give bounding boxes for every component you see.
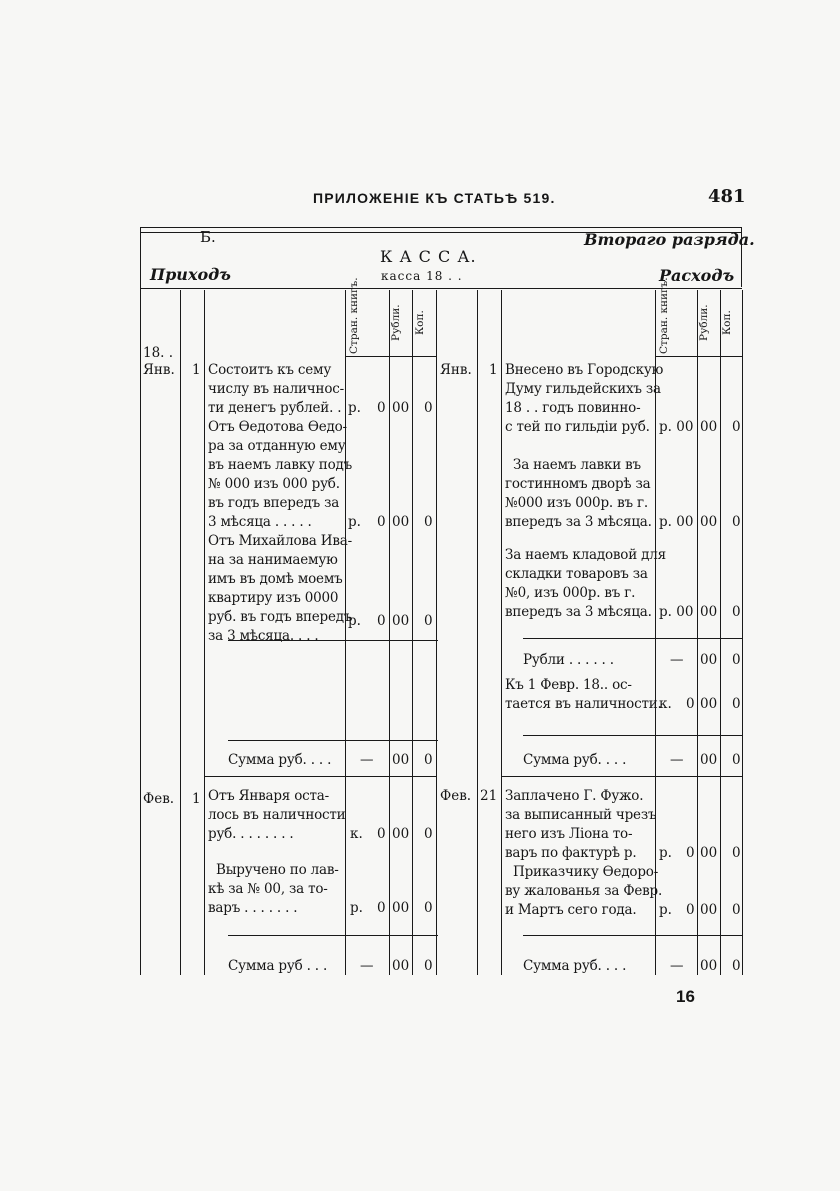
col-text-left (204, 290, 205, 975)
income-entry-kop: 0 (424, 900, 433, 916)
expense-entry-line: Внесено въ Городскую (505, 362, 664, 378)
expense-entry-page: р. (659, 845, 672, 861)
expense-total-rule (523, 735, 743, 736)
col-header-page: Стран. книгъ. (348, 277, 360, 354)
income-entry-kop: 0 (424, 826, 433, 842)
income-entry-line: числу въ наличнос- (208, 381, 344, 397)
income-entry-page: р. (348, 400, 361, 416)
col-header-rubles: Рубли. (390, 304, 402, 342)
col-rub-left (389, 290, 390, 975)
col-text2-left (501, 290, 502, 975)
income-total-rule (228, 740, 438, 741)
income-feb-total-page: — (360, 958, 374, 974)
col-day2-left (477, 290, 478, 975)
income-entry-kop: 0 (424, 613, 433, 629)
income-entry-rub: 0 (377, 514, 386, 530)
expense-entry-rub2: 00 (700, 902, 718, 918)
income-entry-page: к. (350, 826, 363, 842)
col-header-page-2: Стран. книгъ. (658, 277, 670, 354)
col-page-left (345, 290, 346, 975)
income-jan-total-rub: 00 (392, 752, 410, 768)
expense-entry-line: Думу гильдейскихъ за (505, 381, 661, 397)
col-header-kop: Коп. (414, 310, 426, 336)
expense-entry-rub: 00 (700, 419, 718, 435)
income-entry-line: Отъ Января оста- (208, 788, 329, 804)
form-letter: Б. (200, 228, 216, 246)
income-entry-line: руб. въ годъ впередъ (208, 609, 353, 625)
expense-jan-total-rub: 00 (700, 752, 718, 768)
expense-feb-day: 21 (480, 788, 498, 804)
page-number: 481 (708, 186, 746, 207)
expense-feb-total-kop: 0 (732, 958, 741, 974)
income-feb-total-label: Сумма руб . . . (228, 958, 328, 974)
income-entry-kop: 0 (424, 514, 433, 530)
expense-entry-rub: 0 (686, 845, 695, 861)
expense-remain-rub: 0 (686, 696, 695, 712)
col-header-kop-2: Коп. (721, 310, 733, 336)
col-mid (436, 290, 437, 975)
income-entry-line: кѣ за № 00, за то- (208, 881, 328, 897)
expense-jan-total-label: Сумма руб. . . . (523, 752, 627, 768)
expense-subtotal-rule (523, 638, 743, 639)
income-entry-page: р. (348, 514, 361, 530)
expense-feb-total-label: Сумма руб. . . . (523, 958, 627, 974)
income-jan-month: Янв. (143, 362, 175, 378)
col-header-rule (345, 356, 437, 357)
income-feb-total-kop: 0 (424, 958, 433, 974)
col-right (742, 290, 743, 975)
income-entry-line: № 000 изъ 000 руб. (208, 476, 340, 492)
expense-remain-page: к. (659, 696, 672, 712)
income-entry-line: ра за отданную ему (208, 438, 346, 454)
expense-label: Расходъ (659, 266, 735, 285)
expense-jan-total-kop: 0 (732, 752, 741, 768)
expense-entry-kop: 0 (732, 514, 741, 530)
expense-entry-line: 18 . . годъ повинно- (505, 400, 641, 416)
income-entry-line: варъ . . . . . . . (208, 900, 298, 916)
running-title: ПРИЛОЖЕНІЕ КЪ СТАТЬѢ 519. (313, 190, 556, 206)
expense-entry-line: складки товаровъ за (505, 566, 648, 582)
income-feb-total-rub: 00 (392, 958, 410, 974)
income-entry-rub2: 00 (392, 900, 410, 916)
signature-mark: 16 (676, 987, 695, 1006)
income-entry-line: Состоитъ къ сему (208, 362, 332, 378)
expense-entry-line: За наемъ лавки въ (513, 457, 641, 473)
form-title: К А С С А. (380, 247, 477, 266)
income-entry-line: квартиру изъ 0000 (208, 590, 339, 606)
col-rub2-left (697, 290, 698, 975)
expense-remain-kop: 0 (732, 696, 741, 712)
expense-entry-page: р. (659, 902, 672, 918)
expense-entry-line: впередъ за 3 мѣсяца. (505, 604, 652, 620)
expense-entry-rub2: 00 (700, 845, 718, 861)
expense-entry-page: р. 00 (659, 514, 694, 530)
expense-entry-line: варъ по фактурѣ р. (505, 845, 637, 861)
expense-entry-line: за выписанный чрезъ (505, 807, 657, 823)
expense-entry-page: р. 00 (659, 604, 694, 620)
expense-jan-month: Янв. (440, 362, 472, 378)
income-entry-page: р. (348, 613, 361, 629)
income-feb-day: 1 (192, 791, 201, 807)
expense-subtotal-label: Рубли . . . . . . (523, 652, 614, 668)
income-jan-day: 1 (192, 362, 201, 378)
header-bottom-rule (140, 288, 742, 289)
income-entry-kop: 0 (424, 400, 433, 416)
expense-entry-kop: 0 (732, 419, 741, 435)
expense-remain-rub2: 00 (700, 696, 718, 712)
expense-subtotal-rub: 00 (700, 652, 718, 668)
income-entry-rub2: 00 (392, 613, 410, 629)
income-entry-line: за 3 мѣсяца. . . . (208, 628, 319, 644)
expense-entry-line: и Мартъ сего года. (505, 902, 637, 918)
income-jan-total-label: Сумма руб. . . . (228, 752, 332, 768)
income-entry-line: ти денегъ рублей. . (208, 400, 342, 416)
table-top-rule (140, 227, 742, 228)
income-entry-rub2: 00 (392, 514, 410, 530)
expense-entry-line: За наемъ кладовой для (505, 547, 666, 563)
income-jan-total-page: — (360, 752, 374, 768)
income-feb-month: Фев. (143, 791, 175, 807)
expense-entry-line: ву жалованья за Февр. (505, 883, 663, 899)
income-entry-line: Отъ Ѳедотова Ѳедо- (208, 419, 347, 435)
income-entry-page: р. (350, 900, 363, 916)
expense-feb-total-rub: 00 (700, 958, 718, 974)
expense-remain-line: Къ 1 Февр. 18.. ос- (505, 677, 632, 693)
expense-entry-kop: 0 (732, 604, 741, 620)
form-subtitle: касса 18 . . (381, 269, 463, 283)
income-feb-total-rule (228, 935, 438, 936)
income-entry-line: 3 мѣсяца . . . . . (208, 514, 312, 530)
income-entry-rub2: 00 (392, 826, 410, 842)
income-entry-line: имъ въ домѣ моемъ (208, 571, 343, 587)
expense-remain-line: тается въ наличности. (505, 696, 662, 712)
expense-entry-line: №0, изъ 000р. въ г. (505, 585, 636, 601)
expense-entry-rub: 0 (686, 902, 695, 918)
expense-jan-total-page: — (670, 752, 684, 768)
income-jan-total-kop: 0 (424, 752, 433, 768)
expense-feb-total-page: — (670, 958, 684, 974)
income-entry-rub: 0 (377, 400, 386, 416)
expense-entry-line: №000 изъ 000р. въ г. (505, 495, 648, 511)
expense-feb-total-rule (523, 935, 743, 936)
expense-entry-line: Приказчику Ѳедоро- (513, 864, 659, 880)
income-entry-line: Выручено по лав- (216, 862, 339, 878)
col-header-rubles-2: Рубли. (698, 304, 710, 342)
expense-entry-line: с тей по гильдіи руб. (505, 419, 650, 435)
income-entry-rub: 0 (377, 613, 386, 629)
col-day-left (180, 290, 181, 975)
income-entry-line: руб. . . . . . . . (208, 826, 294, 842)
expense-subtotal-page: — (670, 652, 684, 668)
table-left-border (140, 227, 141, 975)
expense-entry-rub: 00 (700, 604, 718, 620)
expense-entry-line: гостинномъ дворѣ за (505, 476, 651, 492)
expense-entry-kop: 0 (732, 902, 741, 918)
expense-jan-end-rule (501, 776, 743, 777)
col-kop-left (412, 290, 413, 975)
col-kop2-left (720, 290, 721, 975)
form-category: Втораго разряда. (584, 230, 755, 249)
expense-entry-kop: 0 (732, 845, 741, 861)
income-entry-line: въ годъ впередъ за (208, 495, 340, 511)
expense-entry-line: Заплачено Г. Фужо. (505, 788, 644, 804)
expense-entry-line: него изъ Ліона то- (505, 826, 633, 842)
expense-feb-month: Фев. (440, 788, 472, 804)
expense-entry-rub: 00 (700, 514, 718, 530)
income-jan-end-rule (204, 776, 437, 777)
expense-jan-day: 1 (489, 362, 498, 378)
income-entry-rub2: 00 (392, 400, 410, 416)
income-entry-line: на за нанимаемую (208, 552, 338, 568)
income-entry-rub: 0 (377, 900, 386, 916)
income-subtotal-rule (228, 640, 438, 641)
col-header-rule-2 (655, 356, 743, 357)
income-entry-rub: 0 (377, 826, 386, 842)
income-entry-line: въ наемъ лавку подъ (208, 457, 353, 473)
expense-entry-line: впередъ за 3 мѣсяца. (505, 514, 652, 530)
income-year: 18. . (143, 345, 174, 361)
expense-subtotal-kop: 0 (732, 652, 741, 668)
income-entry-line: Отъ Михайлова Ива- (208, 533, 352, 549)
income-entry-line: лось въ наличности (208, 807, 346, 823)
expense-entry-page: р. 00 (659, 419, 694, 435)
income-label: Приходъ (150, 265, 231, 284)
